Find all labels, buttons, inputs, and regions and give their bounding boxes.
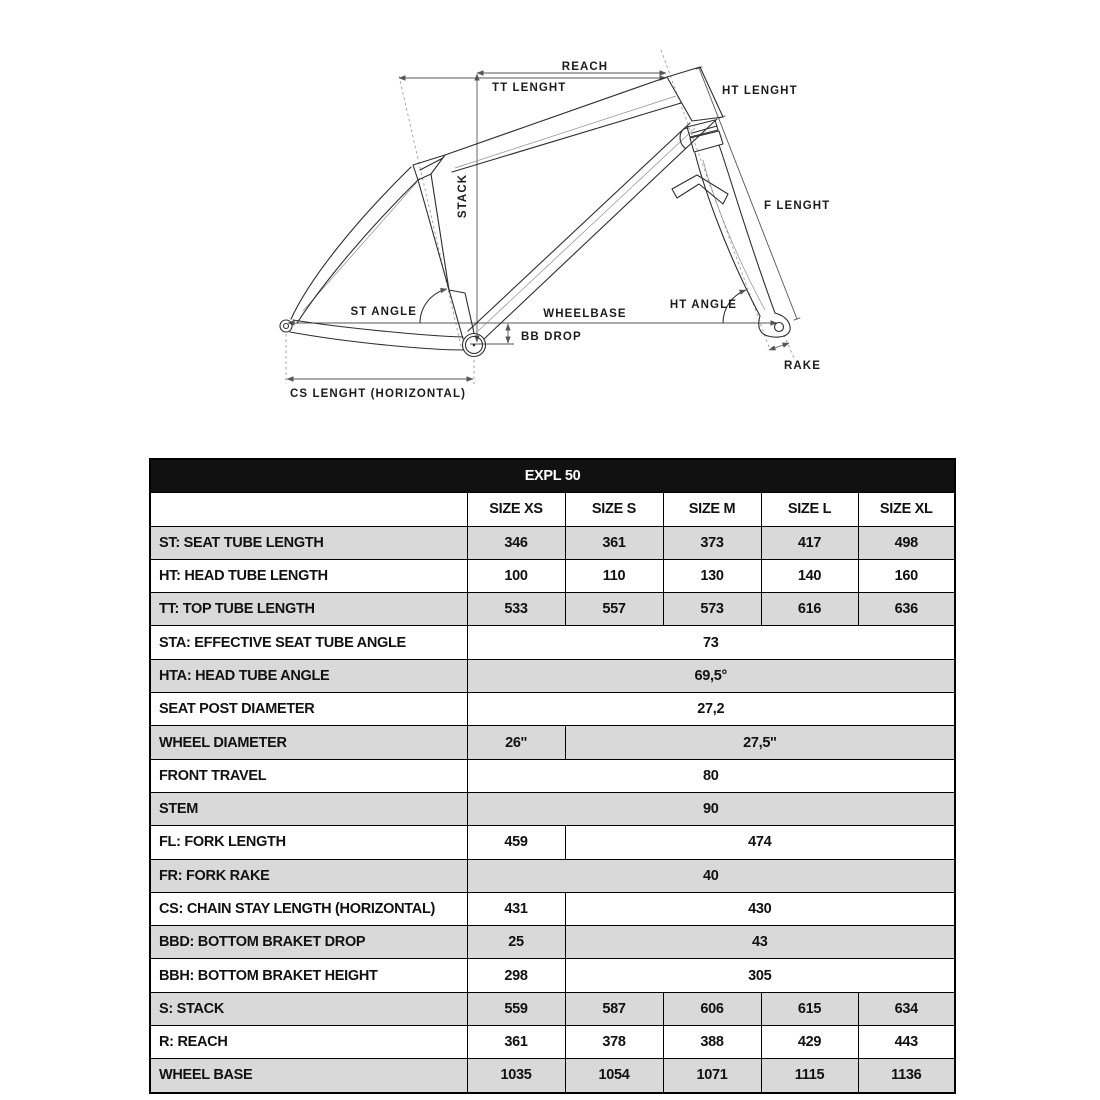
row-label-text: BOTTOM BRAKET HEIGHT [197, 967, 378, 984]
row-label-text: HEAD TUBE LENGTH [184, 568, 328, 585]
table-row [150, 792, 955, 825]
cell-value: 298 [467, 959, 565, 992]
table-row [150, 759, 955, 792]
bottom-bracket-center-dot [473, 344, 476, 347]
table-row [150, 526, 955, 559]
cell-value: 140 [761, 559, 858, 592]
cell-value: 615 [761, 992, 858, 1025]
cell-value: 616 [761, 593, 858, 626]
cell-value: 388 [663, 1026, 761, 1059]
row-label [150, 626, 467, 659]
row-label-text: REACH [177, 1034, 228, 1051]
table-row [150, 992, 955, 1025]
geometry-table [149, 458, 956, 1094]
ht-angle-label: HT ANGLE [669, 299, 737, 311]
seat-stay-upper-edge [291, 167, 411, 319]
top-tube-inner-line [455, 96, 676, 168]
table-row [150, 926, 955, 959]
rake-dim-line [769, 343, 789, 350]
row-label [150, 726, 467, 759]
row-label [150, 659, 467, 692]
row-label [150, 1059, 467, 1093]
f-length-label: F LENGHT [764, 200, 831, 212]
size-header-row [150, 493, 955, 526]
cell-value: 26'' [467, 726, 565, 759]
seat-cluster-split [420, 158, 443, 170]
row-label-text: CHAIN STAY LENGTH (HORIZONTAL) [186, 901, 436, 917]
size-column-header: SIZE XL [858, 493, 955, 526]
row-label-prefix: FL: [159, 834, 185, 851]
row-label [150, 859, 467, 892]
cell-value: 459 [467, 826, 565, 859]
table-row [150, 1059, 955, 1093]
cell-value: 25 [467, 926, 565, 959]
reach-label: REACH [561, 61, 609, 73]
cell-value: 373 [663, 526, 761, 559]
cell-value: 573 [663, 593, 761, 626]
size-column-header: SIZE XS [467, 493, 565, 526]
table-row [150, 659, 955, 692]
row-label-prefix: TT: [159, 601, 183, 618]
steerer-clamp [690, 131, 723, 152]
st-angle-label: ST ANGLE [350, 306, 417, 318]
cell-value: 69,5° [467, 659, 955, 692]
ht-f-length-dim-line [699, 68, 797, 319]
cell-value: 160 [858, 559, 955, 592]
table-row [150, 626, 955, 659]
row-label-text: HEAD TUBE ANGLE [195, 667, 330, 684]
row-label-text: SEAT TUBE LENGTH [183, 534, 324, 551]
cell-value: 430 [565, 892, 955, 925]
cell-value: 305 [565, 959, 955, 992]
row-label [150, 926, 467, 959]
row-label-text: WHEEL BASE [159, 1067, 253, 1084]
top-tube-bottom-edge [452, 103, 681, 172]
head-tube [667, 67, 723, 121]
fork-blade-right-edge [719, 145, 775, 313]
cell-value: 431 [467, 892, 565, 925]
chain-stay-bottom-edge [290, 332, 464, 350]
cell-value: 559 [467, 992, 565, 1025]
size-column-header: SIZE M [663, 493, 761, 526]
rear-dropout-inner [284, 324, 289, 329]
ht-length-label: HT LENGHT [722, 85, 798, 97]
row-label-text: EFFECTIVE SEAT TUBE ANGLE [194, 634, 406, 651]
row-label-text: STEM [159, 801, 199, 818]
cell-value: 634 [858, 992, 955, 1025]
cell-value: 40 [467, 859, 955, 892]
cell-value: 606 [663, 992, 761, 1025]
row-label-prefix: BBH: [159, 967, 198, 984]
row-label-text: BOTTOM BRAKET DROP [197, 934, 366, 951]
cell-value: 110 [565, 559, 663, 592]
table-row [150, 826, 955, 859]
table-row [150, 726, 955, 759]
cell-value: 1071 [663, 1059, 761, 1093]
stack-label: STACK [457, 173, 469, 219]
table-row [150, 892, 955, 925]
table-row [150, 959, 955, 992]
cell-value: 533 [467, 593, 565, 626]
cell-value: 1035 [467, 1059, 565, 1093]
geometry-table-wrap [149, 458, 955, 1094]
bb-drop-label: BB DROP [521, 331, 582, 343]
cell-value: 557 [565, 593, 663, 626]
cell-value: 474 [565, 826, 955, 859]
cell-value: 1136 [858, 1059, 955, 1093]
cell-value: 90 [467, 792, 955, 825]
row-label [150, 693, 467, 726]
row-label-text: WHEEL DIAMETER [159, 734, 287, 751]
cell-value: 1054 [565, 1059, 663, 1093]
wheelbase-label: WHEELBASE [543, 308, 627, 320]
cell-value: 587 [565, 992, 663, 1025]
dimension-labels [290, 61, 830, 400]
row-label-prefix: R: [159, 1034, 178, 1051]
rake-label: RAKE [784, 360, 821, 372]
cell-value: 1115 [761, 1059, 858, 1093]
down-tube-upper-edge [468, 123, 690, 331]
cell-value: 130 [663, 559, 761, 592]
corner-cell [150, 493, 467, 526]
inner-tube-lines [303, 96, 765, 331]
cell-value: 443 [858, 1026, 955, 1059]
table-row [150, 559, 955, 592]
row-label-prefix: S: [159, 1000, 177, 1017]
cell-value: 361 [565, 526, 663, 559]
row-label-text: FORK RAKE [186, 867, 270, 884]
row-label-text: FORK LENGTH [184, 834, 286, 851]
fork-brake-mount [672, 175, 728, 204]
cell-value: 73 [467, 626, 955, 659]
row-label [150, 826, 467, 859]
row-label-text: STACK [176, 1000, 225, 1017]
st-angle-arc [420, 289, 447, 323]
cell-value: 43 [565, 926, 955, 959]
table-row [150, 859, 955, 892]
row-label-prefix: BBD: [159, 934, 198, 951]
row-label-prefix: CS: [159, 901, 187, 917]
bike-geometry-diagram [0, 0, 1100, 450]
row-label [150, 892, 467, 925]
cell-value: 361 [467, 1026, 565, 1059]
cell-value: 346 [467, 526, 565, 559]
tt-length-label: TT LENGHT [492, 82, 567, 94]
row-label [150, 559, 467, 592]
row-label [150, 959, 467, 992]
cell-value: 27,5'' [565, 726, 955, 759]
table-title-row [150, 459, 955, 493]
axle-parallel-axis [784, 335, 794, 358]
row-label [150, 792, 467, 825]
geometry-table-body [150, 459, 955, 1093]
cell-value: 417 [761, 526, 858, 559]
row-label-text: FRONT TRAVEL [159, 767, 267, 784]
cs-length-label: CS LENGHT (HORIZONTAL) [289, 388, 467, 400]
cell-value: 100 [467, 559, 565, 592]
table-row [150, 593, 955, 626]
cell-value: 80 [467, 759, 955, 792]
row-label [150, 526, 467, 559]
row-label [150, 1026, 467, 1059]
row-label-prefix: STA: [159, 634, 195, 651]
cell-value: 378 [565, 1026, 663, 1059]
row-label-text: TOP TUBE LENGTH [182, 601, 315, 618]
row-label [150, 992, 467, 1025]
size-column-header: SIZE L [761, 493, 858, 526]
cell-value: 498 [858, 526, 955, 559]
row-label-text: SEAT POST DIAMETER [159, 701, 315, 718]
cell-value: 636 [858, 593, 955, 626]
cell-value: 27,2 [467, 693, 955, 726]
seat-stay-inner-line [303, 182, 417, 311]
row-label-prefix: HTA: [159, 667, 196, 684]
rear-dropout-outer [280, 320, 292, 332]
row-label-prefix: ST: [159, 534, 184, 551]
table-row [150, 1026, 955, 1059]
fork-blade-inner-line [703, 160, 765, 310]
size-column-header: SIZE S [565, 493, 663, 526]
fork-blade-left-edge [695, 153, 760, 316]
down-tube-inner-line [478, 128, 695, 331]
row-label-prefix: FR: [159, 867, 186, 884]
table-row [150, 693, 955, 726]
cell-value: 429 [761, 1026, 858, 1059]
front-dropout-eye [775, 323, 784, 332]
row-label-prefix: HT: [159, 568, 185, 585]
table-title: EXPL 50 [150, 459, 955, 493]
row-label [150, 759, 467, 792]
row-label [150, 593, 467, 626]
